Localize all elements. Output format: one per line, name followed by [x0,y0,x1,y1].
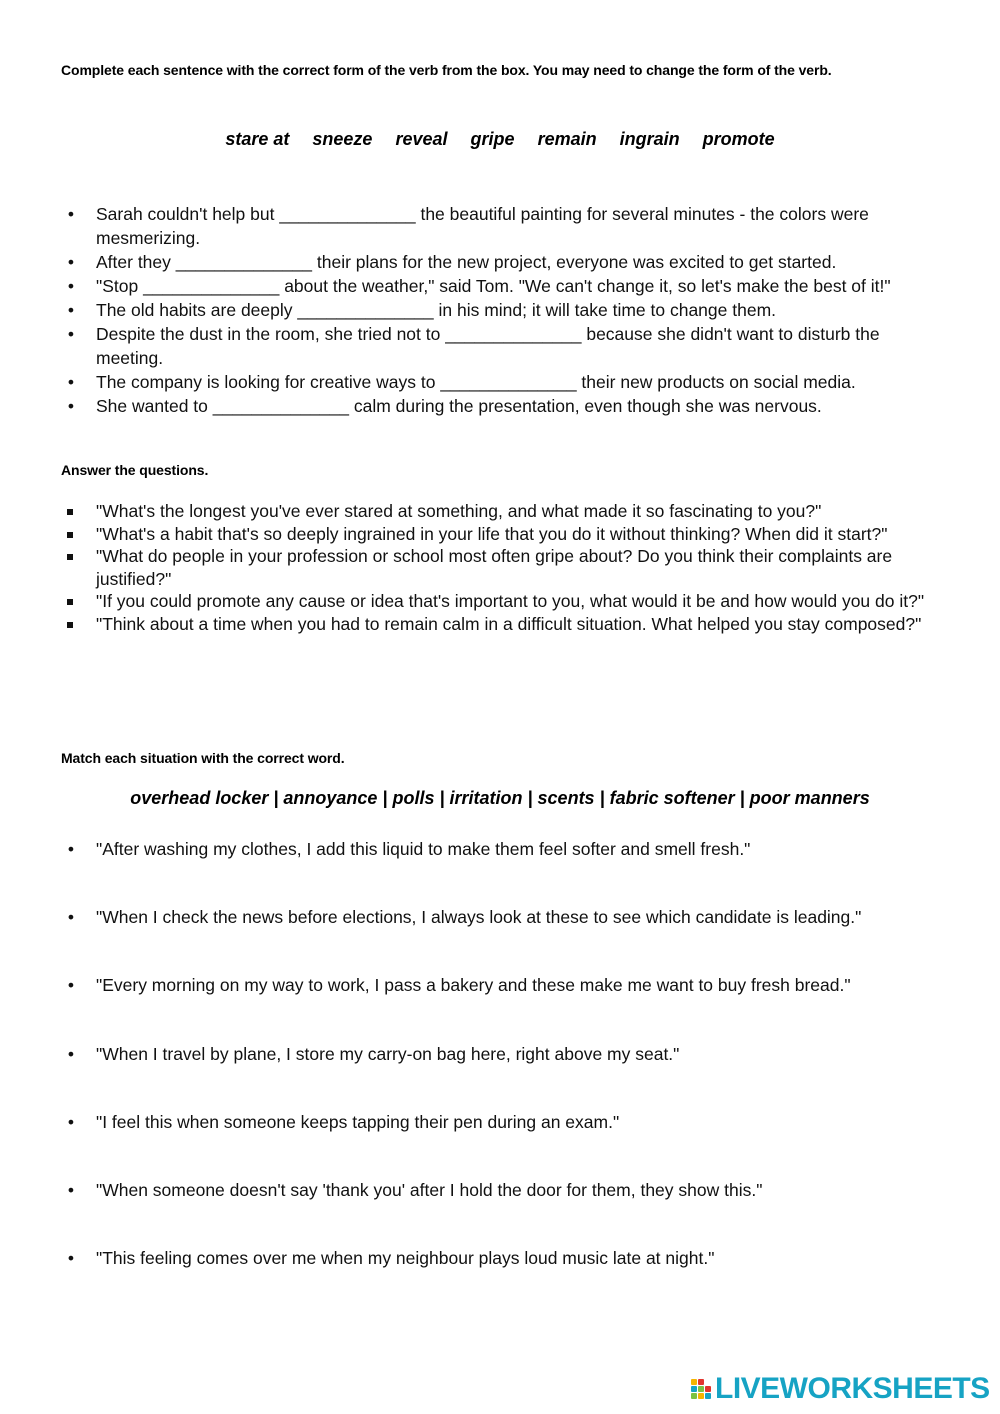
word-box-item: stare at [225,129,290,149]
question-list [62,500,947,635]
situation-text: "After washing my clothes, I add this liquid to make them feel softer and smell fresh." [96,839,751,859]
question-text: "What's the longest you've ever stared at something, and what made it so fascinating to you?" [96,501,822,521]
situation-text: "When someone doesn't say 'thank you' after I hold the door for them, they show this." [96,1179,763,1200]
liveworksheets-logo-icon [691,1379,713,1401]
word-box-item: promote [702,129,775,149]
sentence-text: The old habits are deeply ______________ in his mind; it will take time to change them. [96,300,777,320]
sentence-item [62,322,947,370]
word-box-item: remain [537,129,597,149]
bullet-icon: • [67,324,75,344]
bullet-icon: • [67,1179,75,1200]
situation-text: "When I check the news before elections, I always look at these to see which candidate is leading." [96,907,862,928]
sentence-list [62,202,947,418]
section2-instruction: Answer the questions. [61,462,209,478]
situation-item [62,1246,947,1314]
question-item [62,545,947,590]
bullet-icon: • [67,1043,75,1064]
situation-text: "Every morning on my way to work, I pass a bakery and these make me want to buy fresh bread." [96,975,851,996]
section3-instruction: Match each situation with the correct word. [61,750,345,766]
square-bullet-icon [67,509,73,515]
word-box-item: sneeze [312,129,373,149]
square-bullet-icon [67,532,73,538]
square-bullet-icon [67,554,73,560]
situation-item [62,1110,947,1178]
bullet-icon: • [67,1248,75,1269]
bullet-icon: • [67,300,75,320]
situation-text: "I feel this when someone keeps tapping their pen during an exam." [96,1111,620,1132]
bullet-icon: • [67,372,75,392]
question-text: "If you could promote any cause or idea that's important to you, what would it be and how would you do it?" [96,591,925,611]
question-item [62,613,947,636]
situation-item [62,1178,947,1246]
sentence-text: The company is looking for creative ways to ______________ their new products on social media. [96,372,856,392]
question-text: "What do people in your profession or school most often gripe about? Do you think their complaints are justified?" [96,546,893,589]
situation-item [62,973,947,1041]
liveworksheets-logo [691,1373,991,1405]
question-item [62,500,947,523]
question-item [62,590,947,613]
bullet-icon: • [67,396,75,416]
bullet-icon: • [67,839,75,859]
situation-item [62,905,947,973]
square-bullet-icon [67,622,73,628]
bullet-icon: • [67,907,75,928]
bullet-icon: • [67,204,75,224]
question-item [62,523,947,546]
sentence-text: Despite the dust in the room, she tried not to ______________ because she didn't want to disturb the meeting. [96,324,880,368]
sentence-text: After they ______________ their plans for the new project, everyone was excited to get started. [96,252,837,272]
sentence-item [62,370,947,394]
situation-text: "When I travel by plane, I store my carry-on bag here, right above my seat." [96,1043,680,1064]
section1-instruction: Complete each sentence with the correct form of the verb from the box. You may need to change the form of the verb. [61,62,832,78]
sentence-item [62,298,947,322]
sentence-item [62,394,947,418]
sentence-text: "Stop ______________ about the weather," said Tom. "We can't change it, so let's make the best of it!" [96,276,891,296]
situation-list [62,837,947,1314]
question-text: "Think about a time when you had to remain calm in a difficult situation. What helped you stay composed?" [96,613,922,634]
match-word-line: overhead locker | annoyance | polls | irritation | scents | fabric softener | poor manners [130,788,870,808]
word-box-item: reveal [395,129,448,149]
word-box-item: ingrain [619,129,680,149]
situation-item [62,837,947,905]
liveworksheets-logo-text: LIVEWORKSHEETS [715,1372,990,1405]
sentence-item [62,274,947,298]
bullet-icon: • [67,252,75,272]
bullet-icon: • [67,276,75,296]
square-bullet-icon [67,599,73,605]
situation-text: "This feeling comes over me when my neighbour plays loud music late at night." [96,1248,715,1269]
question-text: "What's a habit that's so deeply ingrained in your life that you do it without thinking? When did it start?" [96,523,888,544]
bullet-icon: • [67,975,75,996]
word-box-item: gripe [470,129,515,149]
situation-item [62,1042,947,1110]
bullet-icon: • [67,1111,75,1132]
sentence-item [62,202,947,250]
sentence-item [62,250,947,274]
sentence-text: She wanted to ______________ calm during the presentation, even though she was nervous. [96,396,822,416]
verb-word-box [0,129,1000,150]
sentence-text: Sarah couldn't help but ______________ the beautiful painting for several minutes - the colors were mesmerizing. [96,204,869,248]
